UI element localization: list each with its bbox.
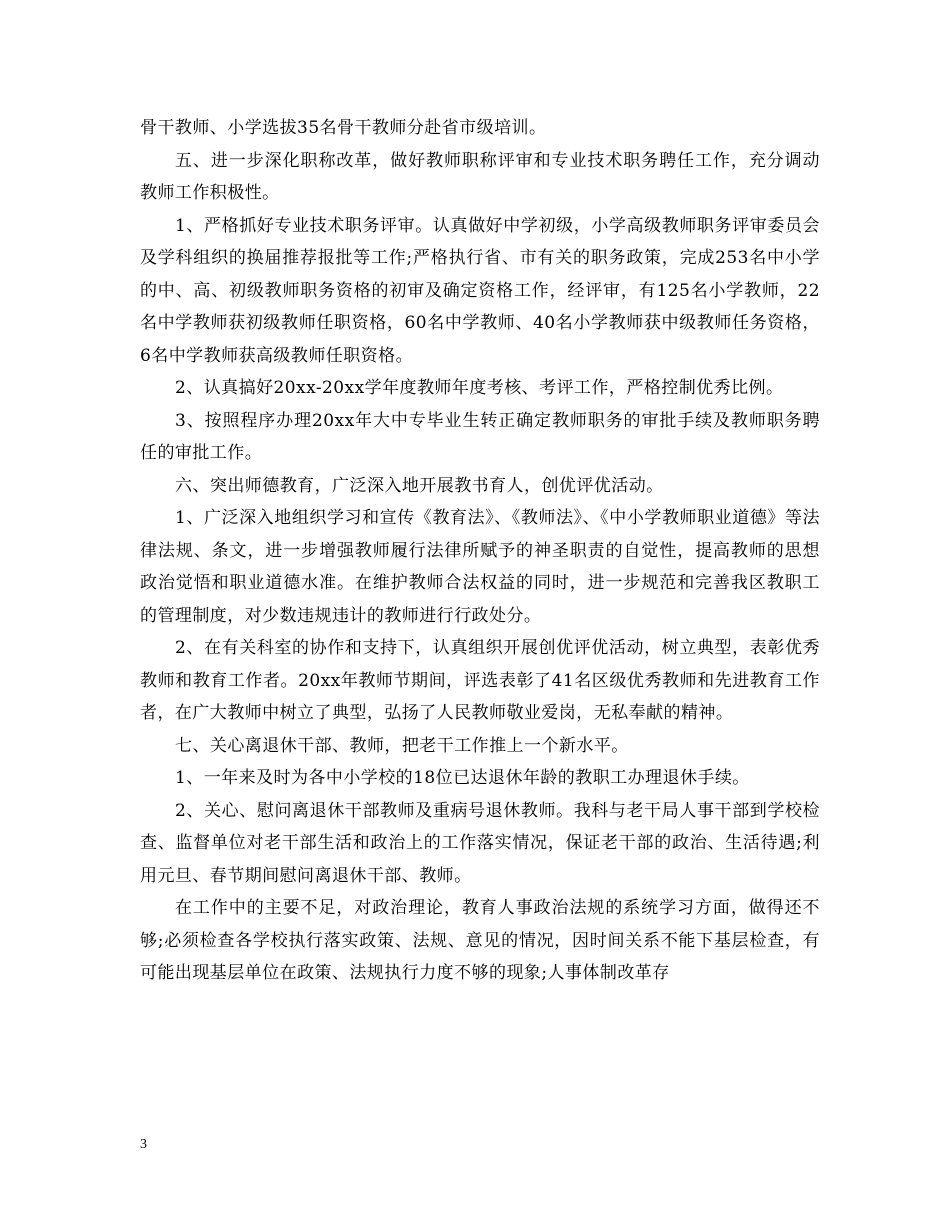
page-number: 3 — [140, 1137, 147, 1152]
paragraph: 六、突出师德教育，广泛深入地开展教书育人，创优评优活动。 — [175, 475, 664, 496]
paragraph: 1、严格抓好专业技术职务评审。认真做好中学初级，小学高级教师职务评审委员会及学科组织的换届推荐报批等工作;严格执行省、市有关的职务政策，完成253名中小学的中、高、初级教师职务资格的初审及确定资格工作，经评审，有125名小学教师，22名中学教师获初级教师任职资格，60名中学教师、40名小学教师获中级教师任务资格，6名中学教师获高级教师任职资格。 — [140, 215, 820, 366]
paragraph: 七、关心离退休干部、教师，把老干工作推上一个新水平。 — [175, 735, 629, 756]
paragraph: 3、按照程序办理20xx年大中专毕业生转正确定教师职务的审批手续及教师职务聘任的审批工作。 — [140, 410, 820, 463]
paragraph: 骨干教师、小学选拔35名骨干教师分赴省市级培训。 — [140, 118, 547, 138]
paragraph: 1、广泛深入地组织学习和宣传《教育法》、《教师法》、《中小学教师职业道德》等法律法规、条文，进一步增强教师履行法律所赋予的神圣职责的自觉性，提高教师的思想政治觉悟和职业道德水准。在维护教师合法权益的同时，进一步规范和完善我区教职工的管理制度，对少数违规违计的教师进行行政处分。 — [140, 508, 820, 626]
paragraph: 2、在有关科室的协作和支持下，认真组织开展创优评优活动，树立典型，表彰优秀教师和教育工作者。20xx年教师节期间，评选表彰了41名区级优秀教师和先进教育工作者，在广大教师中树立了典型，弘扬了人民教师敬业爱岗，无私奉献的精神。 — [140, 638, 820, 723]
paragraph: 2、认真搞好20xx-20xx学年度教师年度考核、考评工作，严格控制优秀比例。 — [175, 378, 784, 398]
paragraph: 在工作中的主要不足，对政治理论，教育人事政治法规的系统学习方面，做得还不够;必须检查各学校执行落实政策、法规、意见的情况，因时间关系不能下基层检查，有可能出现基层单位在政策、法规执行力度不够的现象;人事体制改革存 — [140, 898, 820, 983]
paragraph: 2、关心、慰问离退休干部教师及重病号退休教师。我科与老干局人事干部到学校检查、监督单位对老干部生活和政治上的工作落实情况，保证老干部的政治、生活待遇;利用元旦、春节期间慰问离退休干部、教师。 — [140, 800, 820, 886]
paragraph: 1、一年来及时为各中小学校的18位已达退休年龄的教职工办理退休手续。 — [175, 768, 750, 788]
document-body — [140, 112, 820, 990]
paragraph: 五、进一步深化职称改革，做好教师职称评审和专业技术职务聘任工作，充分调动教师工作积极性。 — [140, 150, 820, 203]
